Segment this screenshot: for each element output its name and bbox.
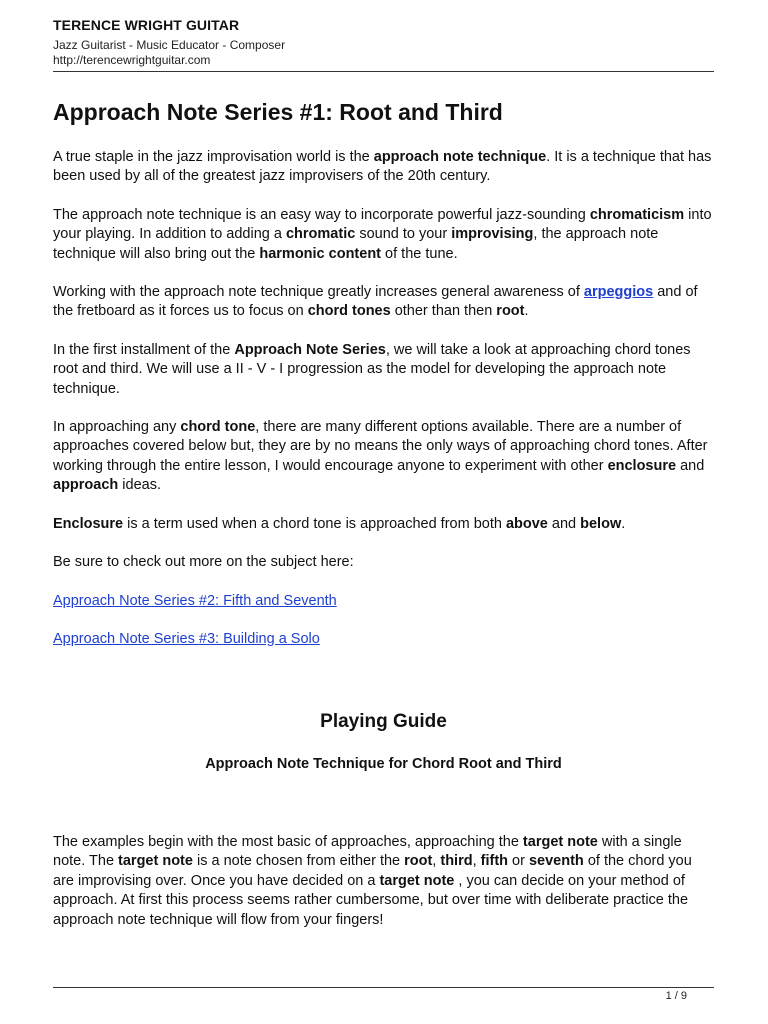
- subsection-title: Approach Note Technique for Chord Root and Third: [205, 756, 562, 772]
- paragraph-1: [53, 148, 714, 187]
- bold-term: fifth: [480, 853, 509, 870]
- series-3-link[interactable]: Approach Note Series #3: Building a Solo: [53, 630, 320, 647]
- text: In approaching any: [53, 419, 181, 436]
- bold-term: chromaticism: [589, 206, 685, 223]
- bold-term: enclosure: [607, 457, 677, 474]
- bold-term: Enclosure: [53, 515, 124, 532]
- site-tagline: Jazz Guitarist - Music Educator - Composer: [53, 38, 286, 52]
- text: into your playing. In addition to adding a: [53, 206, 712, 243]
- text: of the tune.: [381, 245, 458, 262]
- text: ,: [432, 853, 441, 870]
- bold-term: harmonic content: [259, 245, 382, 262]
- text: . It is a technique that has been used by all of the greatest jazz improvisers of the 20th century.: [53, 149, 712, 185]
- bold-term: seventh: [528, 853, 584, 870]
- bold-term: above: [505, 515, 548, 532]
- text: .: [524, 303, 529, 320]
- text: .: [621, 515, 626, 532]
- text: The approach note technique is an easy way to incorporate powerful jazz-sounding: [53, 206, 590, 223]
- bold-term: Approach Note Series: [234, 341, 386, 358]
- text: ideas.: [118, 477, 161, 494]
- text: other than then: [390, 303, 497, 320]
- text: , the approach note technique will also bring out the: [53, 226, 659, 262]
- playing-guide-body: [53, 833, 714, 930]
- text: The examples begin with the most basic of approaches, approaching the: [53, 834, 523, 850]
- article-title: Approach Note Series #1: Root and Third: [53, 99, 503, 125]
- bold-term: approach: [53, 477, 119, 494]
- text: sound to your: [355, 226, 452, 243]
- bold-term: third: [440, 853, 473, 870]
- text: ,: [472, 853, 481, 870]
- bold-term: below: [580, 515, 622, 532]
- paragraph-7: Be sure to check out more on the subject here:: [53, 554, 354, 571]
- arpeggios-link[interactable]: arpeggios: [583, 284, 654, 301]
- bold-term: root: [496, 303, 525, 320]
- paragraph-2: [53, 206, 714, 264]
- bold-term: improvising: [451, 226, 534, 243]
- text: of the chord you are improvising over. Once you have decided on a: [53, 853, 692, 889]
- article-body: [53, 148, 714, 668]
- site-url: http://terencewrightguitar.com: [53, 53, 211, 67]
- bold-term: chromatic: [285, 226, 356, 243]
- bold-term: approach note technique: [373, 149, 547, 165]
- bold-term: chord tone: [180, 419, 256, 436]
- section-title: Playing Guide: [320, 711, 447, 732]
- paragraph-8: [53, 833, 714, 930]
- bold-term: root: [404, 853, 433, 870]
- text: is a term used when a chord tone is approached from both: [123, 515, 506, 532]
- text: , there are many different options available. There are a number of approaches covered below but, they are by no means the only ways of approaching chord tones. After working through the entire lesson, I would encourage anyone to experiment with other: [53, 419, 708, 474]
- header-divider: [53, 71, 714, 72]
- text: is a note chosen from either the: [192, 853, 405, 870]
- bold-term: target note: [379, 872, 455, 889]
- link-paragraph-2: [53, 630, 714, 649]
- page-number: 1 / 9: [665, 990, 687, 1002]
- text: , you can decide on your method of approach. At first this process seems rather cumbersome, but over time with deliberate practice the approach note technique will flow from your fingers!: [53, 872, 689, 928]
- text: and: [547, 515, 581, 532]
- text: , we will take a look at approaching chord tones root and third. We will use a II - V - I progression as the model for developing the approach note technique.: [53, 341, 691, 397]
- footer-divider: [53, 987, 714, 988]
- site-title: TERENCE WRIGHT GUITAR: [53, 17, 240, 33]
- series-2-link[interactable]: Approach Note Series #2: Fifth and Seventh: [53, 592, 337, 609]
- paragraph-4: [53, 341, 714, 399]
- paragraph-6: [53, 515, 714, 534]
- text: or: [508, 853, 529, 870]
- bold-term: chord tones: [307, 303, 391, 320]
- text: In the first installment of the: [53, 341, 235, 358]
- paragraph-3: [53, 283, 714, 322]
- paragraph-5: [53, 418, 714, 496]
- text: and of the fretboard as it forces us to focus on: [53, 284, 698, 320]
- text: with a single note. The: [53, 834, 682, 870]
- text: Working with the approach note technique greatly increases general awareness of: [53, 284, 584, 301]
- link-paragraph-1: [53, 592, 714, 611]
- text: and: [676, 457, 705, 474]
- bold-term: target note: [118, 853, 193, 870]
- bold-term: target note: [522, 834, 598, 850]
- text: A true staple in the jazz improvisation world is the: [53, 149, 374, 165]
